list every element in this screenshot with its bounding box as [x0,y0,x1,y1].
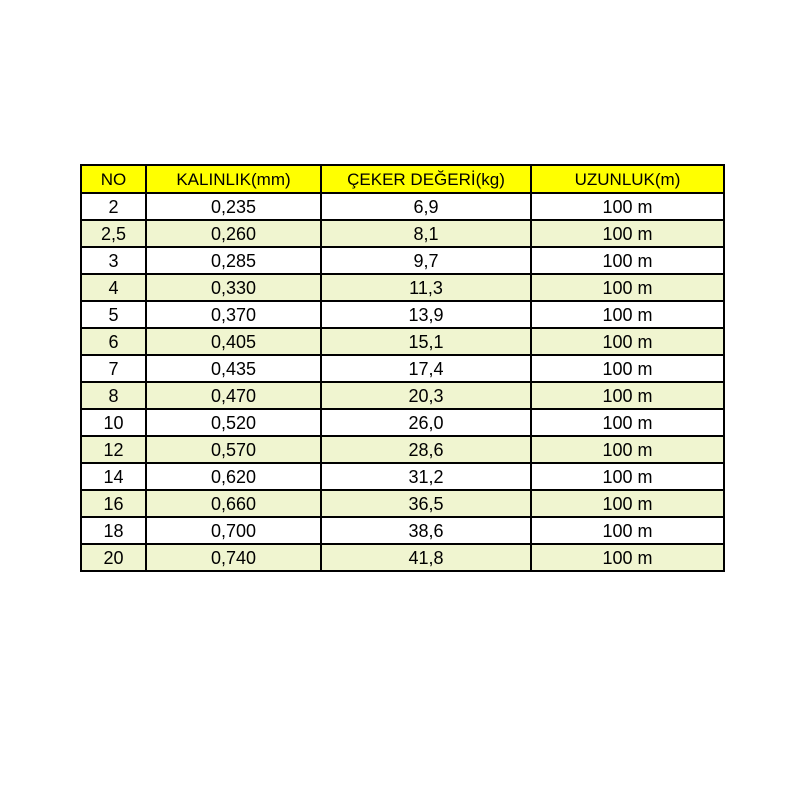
table-cell: 13,9 [321,301,531,328]
table-cell: 100 m [531,328,724,355]
table-cell: 36,5 [321,490,531,517]
header-uzunluk: UZUNLUK(m) [531,165,724,193]
table-row [81,382,724,409]
table-cell: 5 [81,301,146,328]
table-row [81,463,724,490]
table-cell: 0,285 [146,247,321,274]
header-ceker-degeri: ÇEKER DEĞERİ(kg) [321,165,531,193]
table-cell: 9,7 [321,247,531,274]
table-cell: 100 m [531,436,724,463]
table-cell: 41,8 [321,544,531,571]
table-row [81,409,724,436]
table-cell: 31,2 [321,463,531,490]
table-cell: 100 m [531,409,724,436]
table-cell: 100 m [531,247,724,274]
spec-table [80,164,725,572]
table-row [81,355,724,382]
table-cell: 17,4 [321,355,531,382]
table-cell: 0,235 [146,193,321,220]
table-cell: 0,435 [146,355,321,382]
table-cell: 3 [81,247,146,274]
header-no: NO [81,165,146,193]
table-cell: 100 m [531,382,724,409]
table-cell: 0,700 [146,517,321,544]
table-row [81,436,724,463]
table-cell: 0,620 [146,463,321,490]
table-cell: 0,570 [146,436,321,463]
table-cell: 100 m [531,193,724,220]
table-cell: 7 [81,355,146,382]
table-cell: 100 m [531,355,724,382]
table-cell: 100 m [531,544,724,571]
table-cell: 6,9 [321,193,531,220]
table-cell: 26,0 [321,409,531,436]
table-cell: 100 m [531,490,724,517]
table-row [81,517,724,544]
table-cell: 100 m [531,517,724,544]
table-cell: 100 m [531,463,724,490]
table-cell: 0,330 [146,274,321,301]
table-cell: 28,6 [321,436,531,463]
table-cell: 0,740 [146,544,321,571]
table-cell: 14 [81,463,146,490]
table-cell: 2,5 [81,220,146,247]
header-row [81,165,724,193]
header-kalinlik: KALINLIK(mm) [146,165,321,193]
table-row [81,301,724,328]
table-cell: 11,3 [321,274,531,301]
table-cell: 2 [81,193,146,220]
table-cell: 12 [81,436,146,463]
table-cell: 8 [81,382,146,409]
table-cell: 0,260 [146,220,321,247]
table-cell: 8,1 [321,220,531,247]
table-cell: 0,520 [146,409,321,436]
table-cell: 100 m [531,274,724,301]
table-cell: 10 [81,409,146,436]
table-row [81,247,724,274]
table-cell: 0,370 [146,301,321,328]
table-cell: 16 [81,490,146,517]
table-row [81,328,724,355]
table-cell: 6 [81,328,146,355]
table-row [81,274,724,301]
table-row [81,490,724,517]
table-cell: 20 [81,544,146,571]
table-cell: 18 [81,517,146,544]
table-body [81,193,724,571]
table-row [81,193,724,220]
table-cell: 100 m [531,220,724,247]
table-cell: 100 m [531,301,724,328]
table-cell: 4 [81,274,146,301]
table-cell: 0,470 [146,382,321,409]
table-cell: 20,3 [321,382,531,409]
table-row [81,544,724,571]
table-cell: 15,1 [321,328,531,355]
table-row [81,220,724,247]
table-cell: 38,6 [321,517,531,544]
table-cell: 0,660 [146,490,321,517]
table-cell: 0,405 [146,328,321,355]
